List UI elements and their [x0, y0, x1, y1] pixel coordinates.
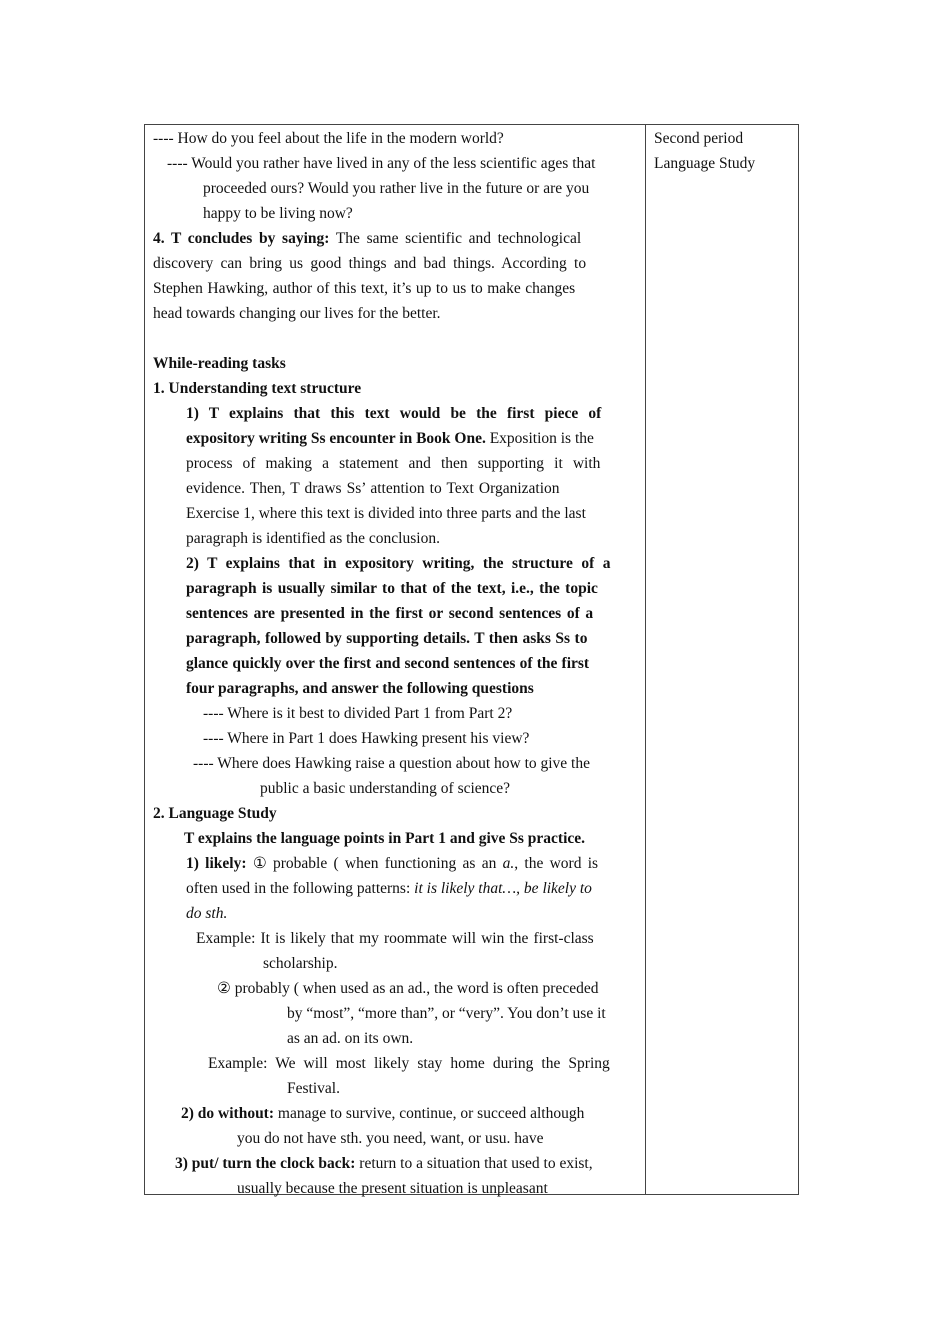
- structure-question-1: ---- Where is it best to divided Part 1 from Part 2?: [203, 705, 513, 722]
- item2-line6: four paragraphs, and answer the following questions: [186, 680, 534, 697]
- likely-line3: do sth.: [186, 905, 228, 922]
- structure-question-3-cont: public a basic understanding of science?: [260, 780, 511, 797]
- likely-example1-line2: scholarship.: [263, 955, 338, 972]
- question-scientific-ages-line1: ---- Would you rather have lived in any of the less scientific ages that: [167, 155, 596, 172]
- item2-line4: paragraph, followed by supporting details. T then asks Ss to: [186, 630, 588, 647]
- likely-example1-line1: Example: It is likely that my roommate will win the first-class: [196, 930, 594, 947]
- likely-line1: 1) likely: ① probable ( when functioning as an a., the word is: [186, 855, 599, 872]
- likely-def2-line3: as an ad. on its own.: [287, 1030, 414, 1047]
- notes-period: Second period: [654, 130, 744, 147]
- structure-question-3: ---- Where does Hawking raise a question about how to give the: [193, 755, 590, 772]
- part1-heading: 1. Understanding text structure: [153, 380, 362, 397]
- do-without-line2: you do not have sth. you need, want, or usu. have: [237, 1130, 544, 1147]
- item1-line2: expository writing Ss encounter in Book One. Exposition is the: [186, 430, 594, 447]
- likely-example2-line1: Example: We will most likely stay home during the Spring: [208, 1055, 610, 1072]
- question-scientific-ages-line3: happy to be living now?: [203, 205, 353, 222]
- likely-example2-line2: Festival.: [287, 1080, 340, 1097]
- item1-line6: paragraph is identified as the conclusion.: [186, 530, 440, 547]
- conclusion-label: 4. T concludes by saying:: [153, 230, 330, 247]
- likely-def2-line2: by “most”, “more than”, or “very”. You don’t use it: [287, 1005, 606, 1022]
- clock-back-line1: 3) put/ turn the clock back: return to a situation that used to exist,: [175, 1155, 593, 1172]
- item2-line3: sentences are presented in the first or second sentences of a: [186, 605, 594, 622]
- notes-topic: Language Study: [654, 155, 756, 172]
- conclusion-line2: discovery can bring us good things and bad things. According to: [153, 255, 587, 272]
- while-reading-heading: While-reading tasks: [153, 355, 286, 372]
- item2-line2: paragraph is usually similar to that of the text, i.e., the topic: [186, 580, 598, 597]
- conclusion-line3: Stephen Hawking, author of this text, it’s up to us to make changes: [153, 280, 576, 297]
- item1-line1: 1) T explains that this text would be the first piece of: [186, 405, 602, 422]
- question-scientific-ages-line2: proceeded ours? Would you rather live in the future or are you: [203, 180, 590, 197]
- part2-heading: 2. Language Study: [153, 805, 277, 822]
- notes-column: [654, 126, 794, 176]
- question-modern-life: ---- How do you feel about the life in the modern world?: [153, 130, 504, 147]
- clock-back-line2: usually because the present situation is unpleasant: [237, 1180, 548, 1197]
- conclusion-line4: head towards changing our lives for the better.: [153, 305, 441, 322]
- lesson-plan-table: [144, 124, 799, 1195]
- procedure-column: [153, 126, 636, 1201]
- structure-question-2: ---- Where in Part 1 does Hawking present his view?: [203, 730, 530, 747]
- likely-line2: often used in the following patterns: it is likely that…, be likely to: [186, 880, 592, 897]
- part2-intro: T explains the language points in Part 1 and give Ss practice.: [184, 830, 586, 847]
- item1-line5: Exercise 1, where this text is divided into three parts and the last: [186, 505, 586, 522]
- item2-line5: glance quickly over the first and second sentences of the first: [186, 655, 590, 672]
- column-divider: [645, 125, 646, 1194]
- item2-line1: 2) T explains that in expository writing, the structure of a: [186, 555, 611, 572]
- do-without-line1: 2) do without: manage to survive, continue, or succeed although: [181, 1105, 585, 1122]
- likely-def2-line1: ② probably ( when used as an ad., the word is often preceded: [217, 980, 599, 997]
- item1-line4: evidence. Then, T draws Ss’ attention to Text Organization: [186, 480, 560, 497]
- conclusion-line1: 4. T concludes by saying: The same scientific and technological: [153, 230, 582, 247]
- item1-line3: process of making a statement and then supporting it with: [186, 455, 601, 472]
